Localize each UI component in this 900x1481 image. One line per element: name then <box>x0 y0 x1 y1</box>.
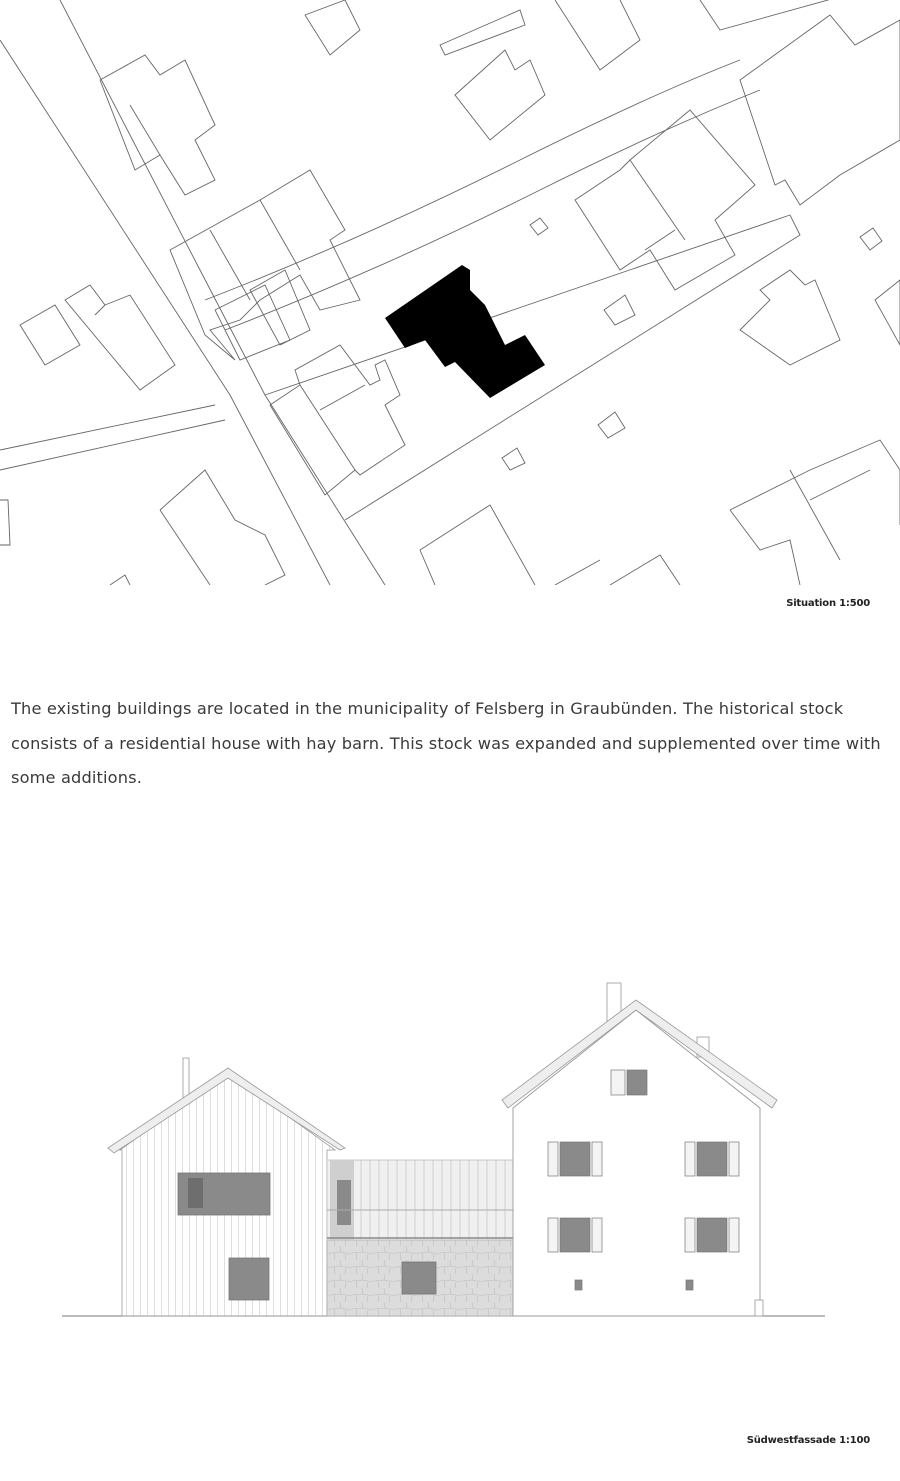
building-outline <box>630 160 685 240</box>
building-outline <box>740 15 900 205</box>
building-outline <box>110 575 130 585</box>
building-outline <box>555 560 600 585</box>
barn-window-lower <box>229 1258 269 1300</box>
building-outline <box>100 55 215 195</box>
building-outline <box>20 305 80 365</box>
project-building-footprint <box>385 265 545 398</box>
road-edge <box>0 40 330 585</box>
building-outline <box>305 0 360 55</box>
building-outline <box>170 170 360 360</box>
connector-window <box>402 1262 436 1294</box>
building-outline <box>250 270 310 345</box>
building-outline <box>260 200 300 270</box>
building-outline <box>740 270 840 365</box>
site-plan-drawing <box>0 0 900 585</box>
building-outline <box>730 440 900 525</box>
building-outline <box>730 510 800 585</box>
building-outline <box>598 412 625 438</box>
elevation-caption: Südwestfassade 1:100 <box>746 1435 870 1446</box>
road-edge <box>0 405 215 450</box>
building-outline <box>610 555 680 585</box>
site-plan-caption: Situation 1:500 <box>786 598 870 609</box>
building-outline <box>215 285 290 360</box>
building-outline <box>300 385 355 470</box>
building-outline <box>502 448 525 470</box>
building-outline <box>320 385 365 410</box>
elevation-drawing <box>0 975 900 1335</box>
building-outline <box>530 218 548 235</box>
road-edge <box>60 0 385 585</box>
building-outline <box>210 230 250 300</box>
road-edge <box>440 10 525 55</box>
building-outline <box>810 470 870 500</box>
building-outline <box>420 550 435 585</box>
building-outline <box>0 500 10 545</box>
building-outline <box>270 345 405 495</box>
building-outline <box>645 230 675 250</box>
road-edge <box>205 60 740 300</box>
building-outline <box>604 295 635 325</box>
barn <box>108 1058 345 1316</box>
intro-paragraph: The existing buildings are located in the municipality of Felsberg in Graubünden. The historical stock consists of a residential house with hay barn. This stock was expanded and supplemented over time with some additions. <box>11 699 881 788</box>
road-edge <box>225 90 760 330</box>
building-outline <box>455 50 545 140</box>
road-edge <box>700 0 900 30</box>
building-outline <box>575 110 755 290</box>
building-outline <box>875 280 900 345</box>
building-outline <box>95 305 105 315</box>
building-outline <box>420 505 535 585</box>
building-outline <box>160 470 285 585</box>
building-outline <box>790 470 840 560</box>
building-outline <box>555 0 640 70</box>
building-outline <box>130 105 160 155</box>
road-edge <box>0 420 225 470</box>
building-outline <box>860 228 882 250</box>
building-outline <box>65 285 175 390</box>
building-outline <box>160 510 210 585</box>
house <box>502 983 777 1316</box>
